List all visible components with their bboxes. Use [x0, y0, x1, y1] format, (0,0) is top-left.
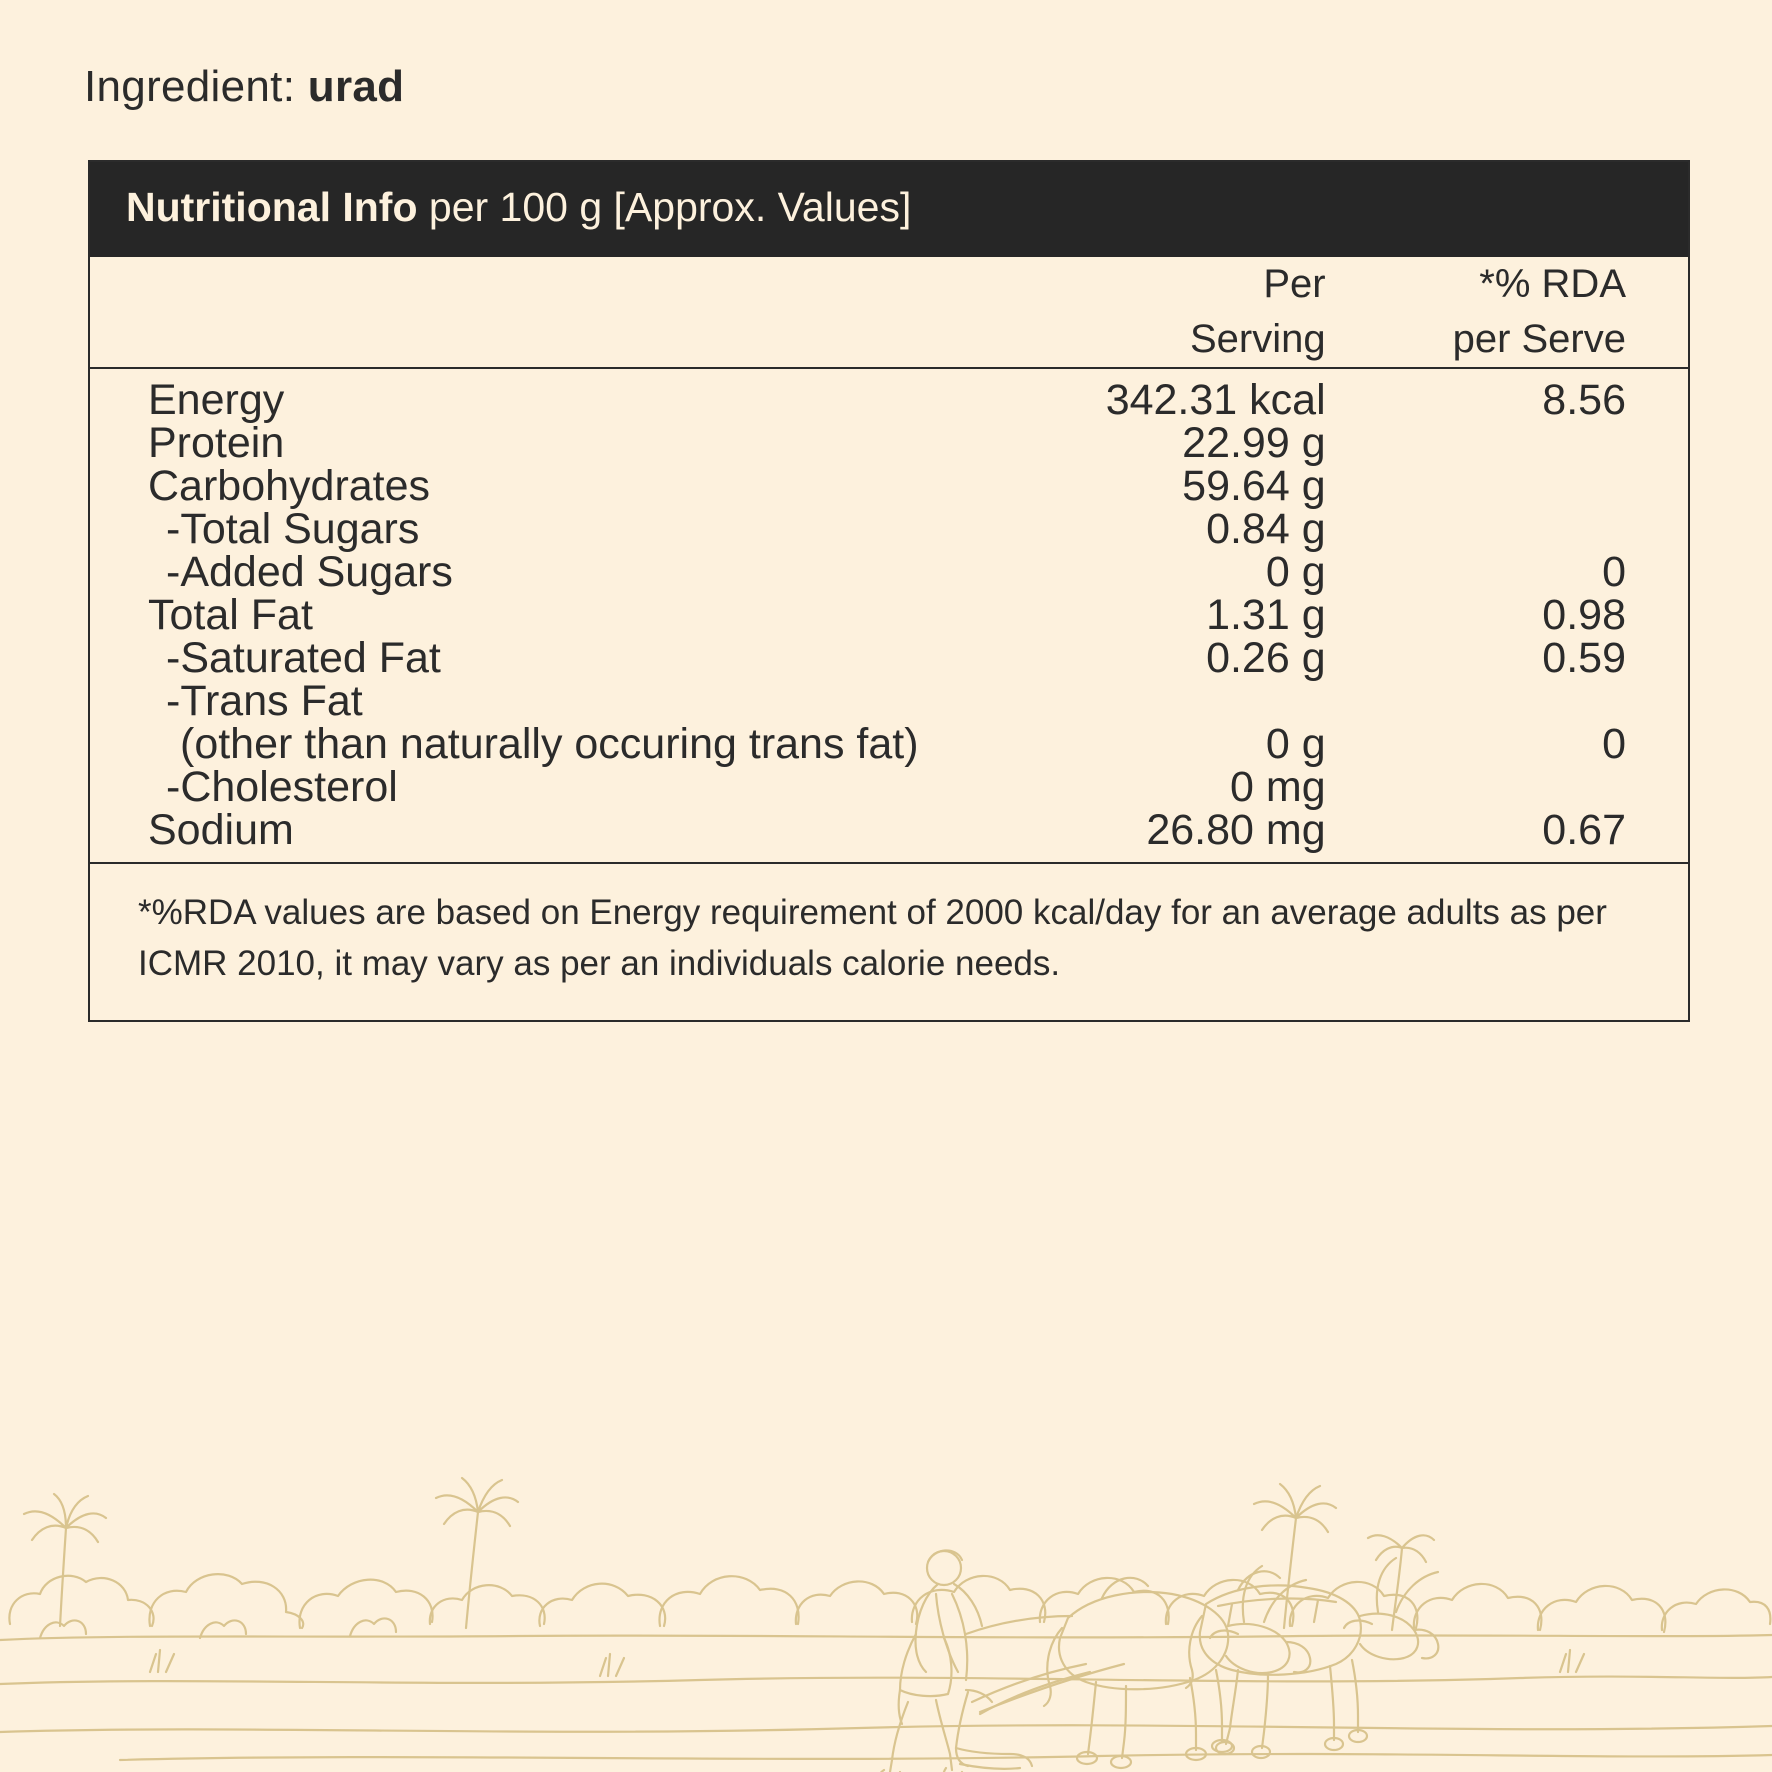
- nutrition-table: [88, 160, 1690, 1022]
- nutrient-rda: 8.56: [1542, 376, 1626, 425]
- nutrition-table-header: [90, 162, 1688, 257]
- spacer-cell: [90, 852, 1688, 862]
- nutrient-per-serving: 0.84 g: [1206, 505, 1326, 554]
- nutrition-rows-table: [90, 257, 1688, 862]
- ingredient-line: [84, 62, 404, 112]
- rda-footnote: *%RDA values are based on Energy requirement of 2000 kcal/day for an average adults as per ICMR 2010, it may vary as per an individuals calorie needs.: [90, 862, 1688, 1020]
- nutrient-rda: [1402, 680, 1688, 723]
- table-row: [90, 508, 1688, 551]
- table-row: [90, 809, 1688, 852]
- spacer-row-top: [90, 369, 1688, 379]
- table-row: [90, 594, 1688, 637]
- nutrient-per-serving: [1021, 680, 1401, 723]
- nutrient-per-serving: 0 g: [1265, 548, 1326, 597]
- column-header-row: [90, 257, 1688, 368]
- farmer-ploughing-with-oxen-illustration: [0, 1372, 1772, 1772]
- nutrient-name: Sodium: [148, 806, 294, 855]
- nutrient-per-serving: 59.64 g: [1182, 462, 1326, 511]
- nutrient-name: Energy: [148, 376, 285, 425]
- nutrient-rda: 0.98: [1542, 591, 1626, 640]
- table-row: [90, 379, 1688, 422]
- nutrient-rda: 0: [1602, 720, 1626, 769]
- nutrient-per-serving: 0.26 g: [1206, 634, 1326, 683]
- nutrient-rda: 0.67: [1542, 806, 1626, 855]
- column-header-per-serving-line2: Serving: [1190, 317, 1326, 362]
- table-row: [90, 551, 1688, 594]
- table-row: [90, 637, 1688, 680]
- table-row: [90, 766, 1688, 809]
- nutrient-name: -Total Sugars: [166, 505, 420, 554]
- column-header-rda: [1402, 257, 1688, 368]
- nutrient-rda: 0: [1602, 548, 1626, 597]
- spacer-row-bottom: [90, 852, 1688, 862]
- nutrient-name: Total Fat: [148, 591, 313, 640]
- table-row: [90, 422, 1688, 465]
- nutrition-header-title: Nutritional Info: [126, 184, 418, 230]
- nutrient-per-serving: 22.99 g: [1182, 419, 1326, 468]
- table-row: [90, 680, 1688, 723]
- nutrient-per-serving: 26.80 mg: [1146, 806, 1326, 855]
- nutrient-name: -Saturated Fat: [166, 634, 441, 683]
- nutrient-per-serving: 342.31 kcal: [1105, 376, 1326, 425]
- spacer-cell: [90, 369, 1688, 379]
- column-header-rda-line1: *% RDA: [1479, 262, 1626, 306]
- ingredient-label: Ingredient:: [84, 62, 296, 111]
- nutrient-per-serving: 1.31 g: [1206, 591, 1326, 640]
- nutrient-rda: [1402, 766, 1688, 809]
- nutrient-name: Carbohydrates: [148, 462, 431, 511]
- nutrient-name: Protein: [148, 419, 285, 468]
- nutrient-name: -Cholesterol: [166, 763, 398, 812]
- nutrient-name: -Added Sugars: [166, 548, 453, 597]
- column-header-per-serving-line1: Per: [1263, 262, 1326, 306]
- nutrient-rda: [1402, 465, 1688, 508]
- ingredient-value: urad: [307, 62, 405, 111]
- nutrient-name: -Trans Fat: [166, 677, 363, 726]
- nutrient-per-serving: 0 g: [1265, 720, 1326, 769]
- table-row: [90, 723, 1688, 766]
- table-row: [90, 465, 1688, 508]
- nutrition-header-subtitle: per 100 g [Approx. Values]: [417, 184, 912, 230]
- column-header-name: [90, 257, 1021, 368]
- column-header-rda-line2: per Serve: [1452, 317, 1626, 362]
- nutrient-per-serving: 0 mg: [1230, 763, 1326, 812]
- column-header-per-serving: [1021, 257, 1401, 368]
- nutrient-name: (other than naturally occuring trans fat): [180, 720, 919, 769]
- nutrient-rda: [1402, 508, 1688, 551]
- nutrient-rda: 0.59: [1542, 634, 1626, 683]
- nutrient-rda: [1402, 422, 1688, 465]
